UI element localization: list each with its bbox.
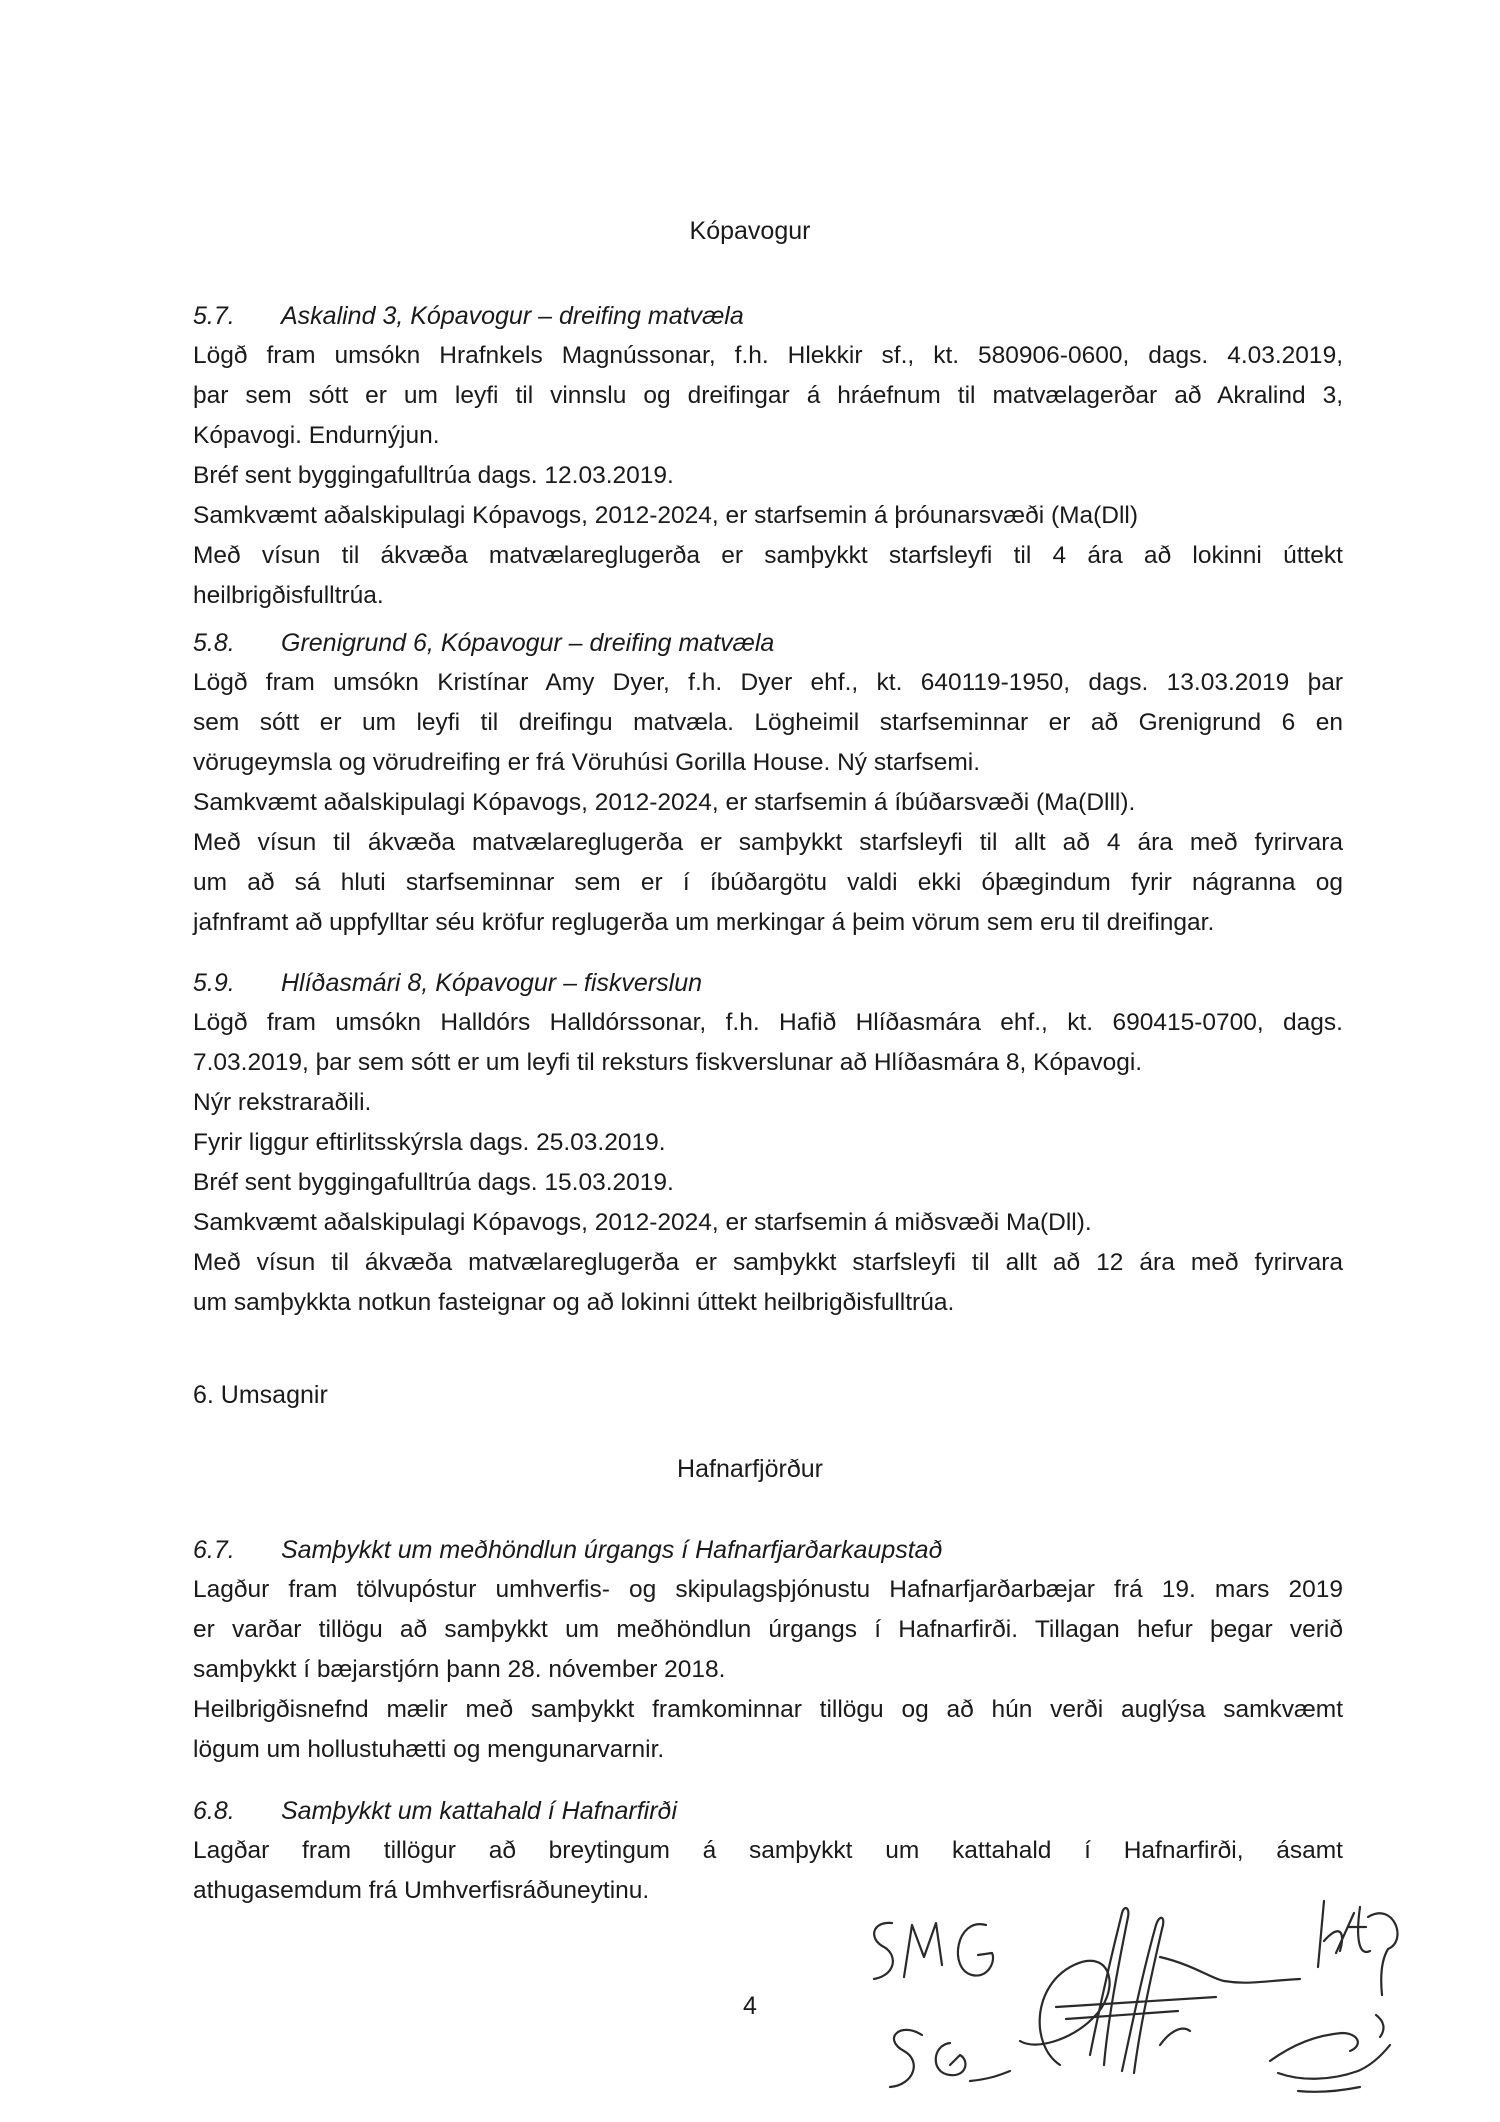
text-line: Með vísun til ákvæða matvælareglugerða er samþykkt starfsleyfi til 4 ára að lokinni úttekt — [193, 542, 1343, 569]
text-line: Fyrir liggur eftirlitsskýrsla dags. 25.03.2019. — [193, 1129, 666, 1156]
item-title: Samþykkt um meðhöndlun úrgangs í Hafnarfjarðarkaupstað — [281, 1536, 943, 1564]
item-title: Grenigrund 6, Kópavogur – dreifing matvæla — [281, 629, 775, 657]
text-line: Bréf sent byggingafulltrúa dags. 12.03.2019. — [193, 462, 674, 489]
item-number: 5.8. — [193, 629, 235, 657]
text-line: Lögð fram umsókn Halldórs Halldórssonar, f.h. Hafið Hlíðasmára ehf., kt. 690415-0700, dags. — [193, 1009, 1343, 1036]
signature-bottom-right — [1270, 2015, 1390, 2092]
item-heading — [193, 623, 1343, 663]
item-number: 6.8. — [193, 1797, 235, 1825]
text-line: um samþykkta notkun fasteignar og að lokinni úttekt heilbrigðisfulltrúa. — [193, 1289, 955, 1316]
item-number: 6.7. — [193, 1536, 235, 1564]
text-line: samþykkt í bæjarstjórn þann 28. nóvember 2018. — [193, 1656, 726, 1683]
text-line: vörugeymsla og vörudreifing er frá Vöruhúsi Gorilla House. Ný starfsemi. — [193, 749, 981, 776]
text-line: Samkvæmt aðalskipulagi Kópavogs, 2012-2024, er starfsemin á íbúðarsvæði (Ma(Dlll). — [193, 789, 1136, 816]
page-number: 4 — [743, 1992, 757, 2020]
region-title-kopavogur: Kópavogur — [689, 217, 811, 245]
item-title: Hlíðasmári 8, Kópavogur – fiskverslun — [281, 969, 703, 997]
text-line: Með vísun til ákvæða matvælareglugerða er samþykkt starfsleyfi til allt að 4 ára með fyrirvara — [193, 829, 1343, 856]
handwritten-signatures — [860, 1895, 1420, 2110]
text-line: Samkvæmt aðalskipulagi Kópavogs, 2012-2024, er starfsemin á þróunarsvæði (Ma(Dll) — [193, 502, 1139, 529]
item-5-7 — [193, 296, 1343, 616]
text-line: lögum um hollustuhætti og mengunarvarnir. — [193, 1736, 665, 1763]
item-title: Samþykkt um kattahald í Hafnarfirði — [281, 1797, 677, 1825]
item-number: 5.7. — [193, 302, 235, 330]
text-line: Með vísun til ákvæða matvælareglugerða er samþykkt starfsleyfi til allt að 12 ára með fyrirvara — [193, 1249, 1343, 1276]
section-heading-umsagnir: 6. Umsagnir — [193, 1381, 328, 1409]
text-line: Bréf sent byggingafulltrúa dags. 15.03.2019. — [193, 1169, 674, 1196]
item-6-8 — [193, 1791, 1343, 1911]
item-number: 5.9. — [193, 969, 235, 997]
text-line: Lagðar fram tillögur að breytingum á samþykkt um kattahald í Hafnarfirði, ásamt — [193, 1837, 1343, 1864]
item-5-9 — [193, 963, 1343, 1323]
text-line: sem sótt er um leyfi til dreifingu matvæla. Lögheimil starfseminnar er að Grenigrund 6 en — [193, 709, 1343, 736]
text-line: Lögð fram umsókn Kristínar Amy Dyer, f.h. Dyer ehf., kt. 640119-1950, dags. 13.03.2019 þar — [193, 669, 1343, 696]
region-title-hafnarfjordur: Hafnarfjörður — [677, 1455, 823, 1483]
text-line: jafnframt að uppfylltar séu kröfur reglugerða um merkingar á þeim vörum sem eru til dreifingar. — [193, 909, 1215, 936]
initials-smg — [874, 1923, 993, 1979]
text-line: heilbrigðisfulltrúa. — [193, 582, 384, 609]
text-line: um að sá hluti starfseminnar sem er í íbúðargötu valdi ekki óþægindum fyrir nágranna og — [193, 869, 1343, 896]
signature-large — [1020, 1908, 1300, 2073]
text-line: Nýr rekstraraðili. — [193, 1089, 372, 1116]
initials-top-right — [1318, 1901, 1397, 1995]
text-line: Kópavogi. Endurnýjun. — [193, 422, 440, 449]
text-line: Heilbrigðisnefnd mælir með samþykkt framkominnar tillögu og að hún verði auglýsa samkvæmt — [193, 1696, 1343, 1723]
text-line: 7.03.2019, þar sem sótt er um leyfi til reksturs fiskverslunar að Hlíðasmára 8, Kópavogi. — [193, 1049, 1143, 1076]
item-5-8 — [193, 623, 1343, 943]
item-title: Askalind 3, Kópavogur – dreifing matvæla — [281, 302, 744, 330]
text-line: Samkvæmt aðalskipulagi Kópavogs, 2012-2024, er starfsemin á miðsvæði Ma(Dll). — [193, 1209, 1092, 1236]
item-heading — [193, 963, 1343, 1003]
text-line: athugasemdum frá Umhverfisráðuneytinu. — [193, 1877, 650, 1904]
text-line: Lagður fram tölvupóstur umhverfis- og skipulagsþjónustu Hafnarfjarðarbæjar frá 19. mars 2019 — [193, 1576, 1343, 1603]
item-heading — [193, 1791, 1343, 1831]
text-line: þar sem sótt er um leyfi til vinnslu og dreifingar á hráefnum til matvælagerðar að Akralind 3, — [193, 382, 1343, 409]
item-6-7 — [193, 1530, 1343, 1770]
text-line: Lögð fram umsókn Hrafnkels Magnússonar, f.h. Hlekkir sf., kt. 580906-0600, dags. 4.03.2019, — [193, 342, 1343, 369]
item-heading — [193, 1530, 1343, 1570]
item-heading — [193, 296, 1343, 336]
initials-sg — [890, 2030, 1010, 2087]
text-line: er varðar tillögu að samþykkt um meðhöndlun úrgangs í Hafnarfirði. Tillagan hefur þegar verið — [193, 1616, 1343, 1643]
